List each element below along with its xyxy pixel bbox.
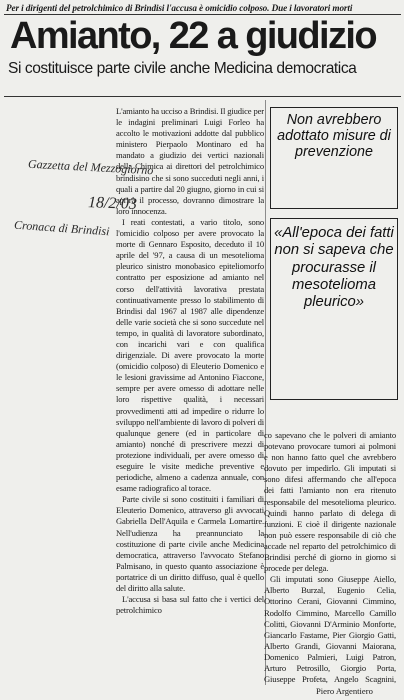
- handwritten-section: Cronaca di Brindisi: [13, 217, 110, 239]
- paragraph: L'accusa si basa sul fatto che i vertici del petrolchimico: [116, 594, 264, 616]
- byline: Piero Argentiero: [316, 686, 373, 696]
- handwritten-source: Gazzetta del Mezzogiorno: [27, 156, 154, 178]
- pullquote-box: «All'epoca dei fatti non si sapeva che procurasse il mesotelioma pleurico»: [270, 218, 398, 400]
- kicker: Per i dirigenti del petrolchimico di Brindisi l'accusa è omicidio colposo. Due i lavoratori morti: [6, 3, 353, 13]
- paragraph: Parte civile si sono costituiti i familiari di Eleuterio Domenico, attraverso gli avvocati Gabriella Dell'Aquila e Carmela Lomartire. Nell'udienza ha preannunciato la costituzione di parte civile anche Medicina democratica, attraverso l'avvocato Stefano Palmisano, in questo quanto associazione è portatrice di un diritto diffuso, qual è quello del diritto alla salute.: [116, 494, 264, 594]
- paragraph: Gli imputati sono Giuseppe Aiello, Alberto Burzal, Eugenio Celia, Ottorino Cerani, Giovanni Cimmino, Rodolfo Cimmino, Marcello Camillo Colitti, Giovanni D'Arminio Monforte, Giancarlo Fastame, Pier Giorgio Gatti, Alberto Grandi, Giovanni Maiorana, Domenico Palmieri, Luigi Patron, Arturo Petrosillo, Giorgio Porta, Giuseppe Profeta, Angelo Scagnini,: [264, 574, 396, 685]
- paragraph: L'amianto ha ucciso a Brindisi. Il giudice per le indagini preliminari Luigi Forleo ha accolto le motivazioni addotte dal pubblico ministero Pierpaolo Montinaro ed ha mandato a giudizio dei vertici nazionali della Chimica ai direttori del petrolchimico brindisino che si sono succeduti negli anni, i quali a partire dal 20 giugno, giorno in cui si aprirà il processo, dovranno dimostrare la loro innocenza.: [116, 106, 264, 216]
- headline: Amianto, 22 a giudizio: [10, 15, 376, 57]
- subheadline: Si costituisce parte civile anche Medicina democratica: [8, 60, 357, 77]
- pullquote-box: Non avrebbero adottato misure di prevenzione: [270, 107, 398, 209]
- left-column: [116, 106, 264, 698]
- handwritten-date: 18/2/03: [87, 194, 138, 213]
- paragraph: I reati contestati, a vario titolo, sono l'omicidio colposo per avere provocato la morte di Gennaro Esposito, deceduto il 10 aprile del '97, a causa di un mesotelioma pleurico sinistro monobasico epiteliomorfo contratto per esposizione ad amianto nel corso dell'attività lavorativa prestata continuativamente presso lo stabilimento di Brindisi dal 1967 al 1987 alle dipendenze delle varie società che si sono succedute nel tempo, in qualità di lavoratore subordinato, con incarichi vari e con qualifica dirigenziale. Di avere provocato la morte (omicidio colposo) di Eleuterio Domenico e le lesioni gravissime ad Antonino Fiaccone, sempre per avere omesso di adottare nelle loro rispettive qualità, i necessari provvedimenti atti ad impedire o ridurre lo sviluppo nell'ambiente di lavoro di polveri di qualunque genere (ed in particolare di amianto) nonché di prescrivere mezzi di protezione individuali, per avere omesso di eseguire le visite mediche preventive e periodiche, almeno a cadenza annuale, con esame radiografico al torace.: [116, 216, 264, 494]
- header-rule: [4, 96, 401, 97]
- right-column: [264, 430, 396, 685]
- paragraph: co sapevano che le polveri di amianto potevano provocare tumori ai polmoni e non hanno fatto quel che avrebbero dovuto per impedirlo. Gli imputati si sono difesi affermando che all'epoca dei fatti l'amianto non era ritenuto responsabile del mesotelioma pleurico. Quindi hanno parlato di delega di funzioni. E cioè il dirigente nazionale non può essere responsabile di ciò che accade nel reparto del petrolchimico di Brindisi perché di giorno in giorno si procede per delega.: [264, 430, 396, 574]
